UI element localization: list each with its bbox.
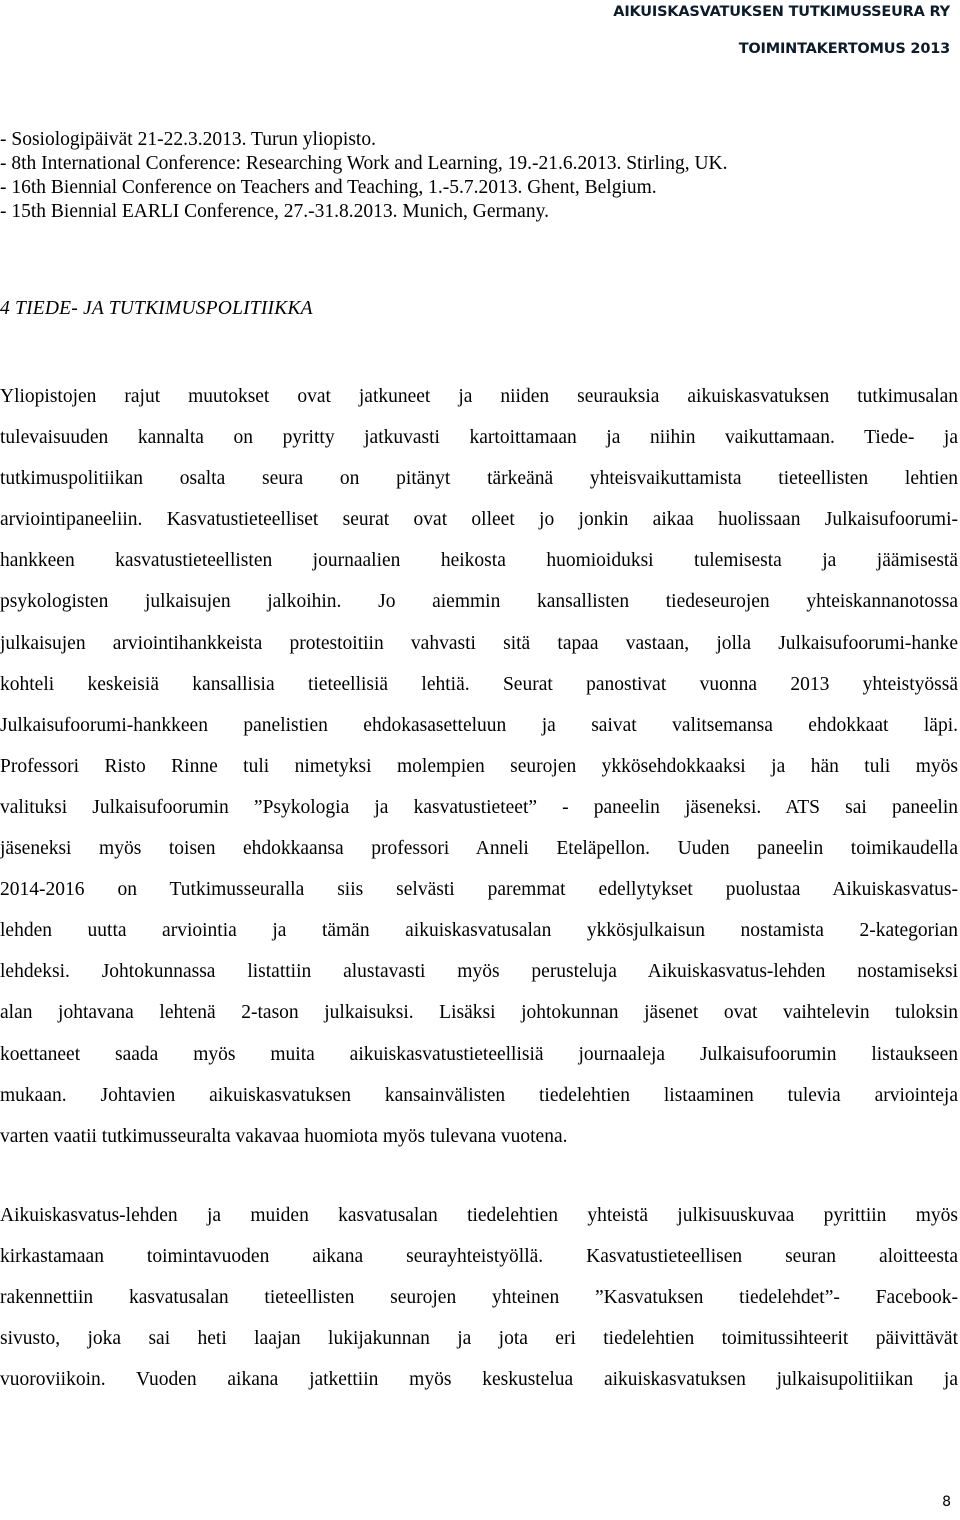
paragraph-line: lehden uutta arviointia ja tämän aikuiskasvatusalan ykkösjulkaisun nostamista 2-kategorian: [0, 920, 958, 942]
paragraph-line: lehdeksi. Johtokunnassa listattiin alustavasti myös perusteluja Aikuiskasvatus-lehden nostamiseksi: [0, 961, 958, 983]
paragraph-line: alan johtavana lehtenä 2-tason julkaisuksi. Lisäksi johtokunnan jäsenet ovat vaihtelevin tuloksin: [0, 1002, 958, 1024]
section-heading: 4 TIEDE- JA TUTKIMUSPOLITIIKKA: [0, 298, 313, 319]
conference-list: [0, 128, 950, 224]
paragraph-line: Professori Risto Rinne tuli nimetyksi molempien seurojen ykkösehdokkaaksi ja hän tuli myös: [0, 755, 958, 777]
paragraph-line: jäseneksi myös toisen ehdokkaansa professori Anneli Eteläpellon. Uuden paneelin toimikaudella: [0, 838, 958, 860]
page-number: 8: [942, 1494, 951, 1510]
conference-item: - Sosiologipäivät 21-22.3.2013. Turun yliopisto.: [0, 129, 376, 150]
header-organization: AIKUISKASVATUKSEN TUTKIMUSSEURA RY: [613, 4, 950, 20]
paragraph-line: Julkaisufoorumi-hankkeen panelistien ehdokasasetteluun ja saivat valitsemansa ehdokkaat läpi.: [0, 714, 958, 736]
paragraph-line: arviointipaneeliin. Kasvatustieteelliset seurat ovat olleet jo jonkin aikaa huolissaan Julkaisufoorumi-: [0, 509, 958, 531]
paragraph-line: mukaan. Johtavien aikuiskasvatuksen kansainvälisten tiedelehtien listaaminen tulevia arviointeja: [0, 1084, 958, 1106]
paragraph-line: kohteli keskeisiä kansallisia tieteellisiä lehtiä. Seurat panostivat vuonna 2013 yhteistyössä: [0, 673, 958, 695]
conference-item: - 15th Biennial EARLI Conference, 27.-31.8.2013. Munich, Germany.: [0, 201, 549, 222]
paragraph-line: Aikuiskasvatus-lehden ja muiden kasvatusalan tiedelehtien yhteistä julkisuuskuvaa pyrittiin myös: [0, 1205, 958, 1226]
paragraph-line: 2014-2016 on Tutkimusseuralla siis selvästi paremmat edellytykset puolustaa Aikuiskasvatus-: [0, 879, 958, 901]
paragraph-line: tutkimuspolitiikan osalta seura on pitänyt tärkeänä yhteisvaikuttamista tieteellisten lehtien: [0, 468, 958, 490]
paragraph-2: [0, 1195, 958, 1400]
paragraph-line: kirkastamaan toimintavuoden aikana seurayhteistyöllä. Kasvatustieteellisen seuran aloitteesta: [0, 1246, 958, 1268]
paragraph-line: valituksi Julkaisufoorumin ”Psykologia ja kasvatustieteet” - paneelin jäseneksi. ATS sai paneelin: [0, 796, 958, 818]
conference-item: - 16th Biennial Conference on Teachers and Teaching, 1.-5.7.2013. Ghent, Belgium.: [0, 177, 657, 198]
paragraph-line: rakennettiin kasvatusalan tieteellisten seurojen yhteinen ”Kasvatuksen tiedelehdet”- Facebook-: [0, 1287, 958, 1309]
paragraph-1: [0, 376, 958, 1157]
paragraph-line: tulevaisuuden kannalta on pyritty jatkuvasti kartoittamaan ja niihin vaikuttamaan. Tiede- ja: [0, 427, 958, 449]
paragraph-line: koettaneet saada myös muita aikuiskasvatustieteellisiä journaaleja Julkaisufoorumin listaukseen: [0, 1043, 958, 1065]
header-report-title: TOIMINTAKERTOMUS 2013: [738, 41, 950, 57]
conference-item: - 8th International Conference: Researching Work and Learning, 19.-21.6.2013. Stirling, UK.: [0, 153, 728, 174]
paragraph-line: psykologisten julkaisujen jalkoihin. Jo aiemmin kansallisten tiedeseurojen yhteiskannanotossa: [0, 591, 958, 613]
paragraph-line: varten vaatii tutkimusseuralta vakavaa huomiota myös tulevana vuotena.: [0, 1125, 568, 1147]
paragraph-line: sivusto, joka sai heti laajan lukijakunnan ja jota eri tiedelehtien toimitussihteerit päivittävät: [0, 1328, 958, 1350]
paragraph-line: Yliopistojen rajut muutokset ovat jatkuneet ja niiden seurauksia aikuiskasvatuksen tutkimusalan: [0, 386, 958, 407]
paragraph-line: hankkeen kasvatustieteellisten journaalien heikosta huomioiduksi tulemisesta ja jäämisestä: [0, 550, 958, 572]
paragraph-line: julkaisujen arviointihankkeista protestoitiin vahvasti sitä tapaa vastaan, jolla Julkaisufoorumi-hanke: [0, 632, 958, 654]
paragraph-line: vuoroviikoin. Vuoden aikana jatkettiin myös keskustelua aikuiskasvatuksen julkaisupolitiikan ja: [0, 1369, 958, 1391]
